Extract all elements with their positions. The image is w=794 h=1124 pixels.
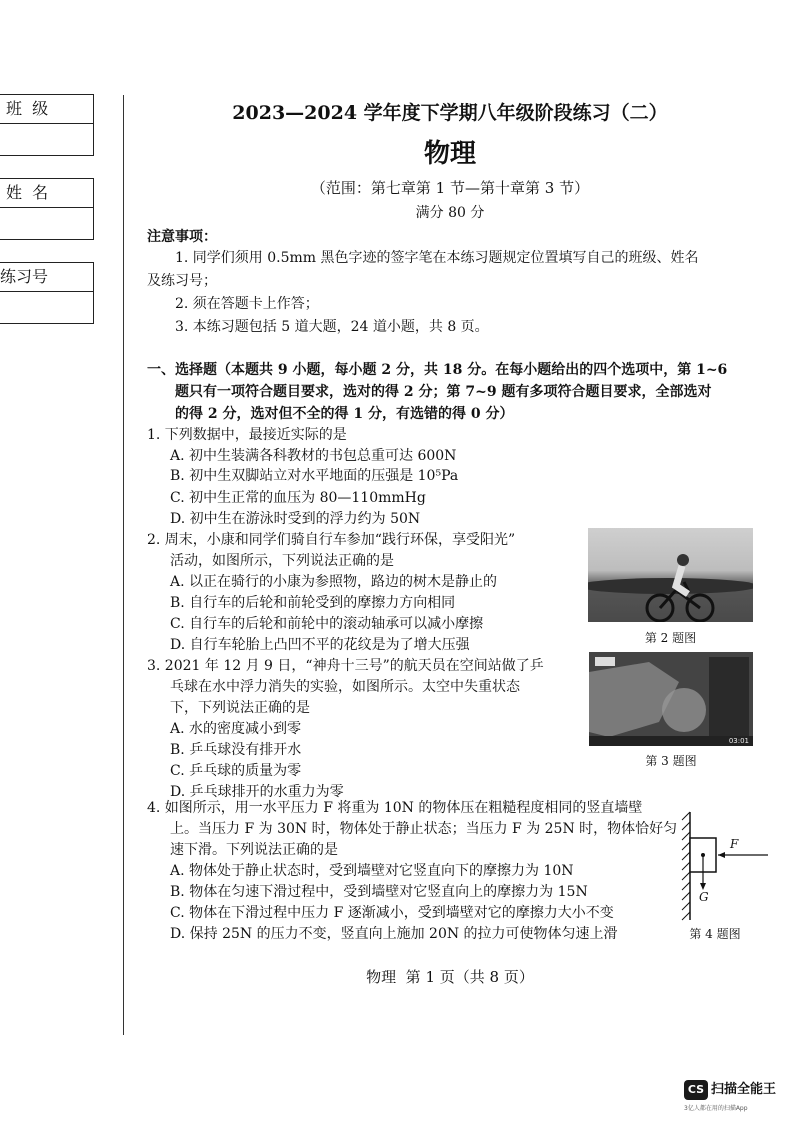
note-item-1: 1. 同学们须用 0.5mm 黑色字迹的签字笔在本练习题规定位置填写自己的班级、姓名 xyxy=(175,250,699,266)
number-box xyxy=(0,262,94,324)
wall-block-diagram xyxy=(680,810,770,922)
figure-caption: 第 4 题图 xyxy=(689,927,741,941)
option-a: A. 以正在骑行的小康为参照物，路边的树木是静止的 xyxy=(170,574,498,590)
name-box xyxy=(0,178,94,240)
question-stem-cont: 下，下列说法正确的是 xyxy=(170,700,310,716)
note-item-3: 3. 本练习题包括 5 道大题，24 道小题，共 8 页。 xyxy=(175,319,489,335)
scanner-brand: 扫描全能王 xyxy=(711,1082,777,1097)
question-stem: 4. 如图所示，用一水平压力 F 将重为 10N 的物体压在粗糙程度相同的竖直墙壁 xyxy=(147,800,643,816)
option-a: A. 水的密度减小到零 xyxy=(170,721,302,737)
class-label: 班 级 xyxy=(0,95,93,124)
notes-heading: 注意事项： xyxy=(147,229,217,245)
option-b: B. 乒乓球没有排开水 xyxy=(170,742,302,758)
option-a: A. 初中生装满各科教材的书包总重可达 600N xyxy=(170,448,457,464)
binding-line xyxy=(123,95,124,1035)
question-stem-cont: 活动，如图所示，下列说法正确的是 xyxy=(170,553,394,569)
scanner-tagline: 3亿人都在用的扫描App xyxy=(684,1105,748,1112)
option-c: C. 物体在下滑过程中压力 F 逐渐减小，受到墙壁对它的摩擦力大小不变 xyxy=(170,905,614,921)
option-b: B. 物体在匀速下滑过程中，受到墙壁对它竖直向上的摩擦力为 15N xyxy=(170,884,588,900)
exam-title: 2023—2024 学年度下学期八年级阶段练习（二） xyxy=(232,102,668,124)
question-stem: 3. 2021 年 12 月 9 日，“神舟十三号”的航天员在空间站做了乒 xyxy=(147,658,544,674)
name-label: 姓 名 xyxy=(0,179,93,208)
option-d: D. 保持 25N 的压力不变，竖直向上施加 20N 的拉力可使物体匀速上滑 xyxy=(170,926,618,942)
option-d: D. 乒乓球排开的水重力为零 xyxy=(170,784,344,800)
note-item-1-cont: 及练习号； xyxy=(147,273,217,289)
option-d: D. 初中生在游泳时受到的浮力约为 50N xyxy=(170,511,421,527)
question-stem-cont: 乓球在水中浮力消失的实验，如图所示。太空中失重状态 xyxy=(170,679,520,695)
note-item-2: 2. 须在答题卡上作答； xyxy=(175,296,319,312)
option-c: C. 乒乓球的质量为零 xyxy=(170,763,302,779)
figure-caption: 第 2 题图 xyxy=(644,631,697,645)
space-station-photo xyxy=(589,652,753,746)
force-label: F xyxy=(730,837,739,851)
subject-title: 物理 xyxy=(423,139,476,169)
option-a: A. 物体处于静止状态时，受到墙壁对它竖直向下的摩擦力为 10N xyxy=(170,863,574,879)
section-heading-2: 题只有一项符合题目要求，选对的得 2 分；第 7~9 题有多项符合题目要求，全部选对 xyxy=(175,384,712,400)
question-stem: 2. 周末，小康和同学们骑自行车参加“践行环保，享受阳光” xyxy=(147,532,516,548)
figure-caption: 第 3 题图 xyxy=(645,754,697,768)
section-heading-3: 的得 2 分，选对但不全的得 1 分，有选错的得 0 分） xyxy=(175,406,514,422)
number-label: 练习号 xyxy=(0,263,93,292)
page-footer: 物理 第 1 页（共 8 页） xyxy=(366,968,534,986)
option-b: B. 自行车的后轮和前轮受到的摩擦力方向相同 xyxy=(170,595,456,611)
scope-text: （范围：第七章第 1 节—第十章第 3 节） xyxy=(310,179,590,197)
scanner-logo: CS xyxy=(684,1080,708,1100)
question-stem: 1. 下列数据中，最接近实际的是 xyxy=(147,427,347,443)
class-box xyxy=(0,94,94,156)
option-c: C. 初中生正常的血压为 80—110mmHg xyxy=(170,490,426,506)
option-b: B. 初中生双脚站立对水平地面的压强是 10⁵Pa xyxy=(170,468,459,484)
option-d: D. 自行车轮胎上凸凹不平的花纹是为了增大压强 xyxy=(170,637,470,653)
gravity-label: G xyxy=(699,890,709,904)
full-score: 满分 80 分 xyxy=(415,205,485,221)
question-stem-cont: 速下滑。下列说法正确的是 xyxy=(170,842,338,858)
section-heading: 一、选择题（本题共 9 小题，每小题 2 分，共 18 分。在每小题给出的四个选项中，第 1~6 xyxy=(147,362,728,378)
cyclist-photo xyxy=(588,528,753,622)
option-c: C. 自行车的后轮和前轮中的滚动轴承可以减小摩擦 xyxy=(170,616,484,632)
question-stem-cont: 上。当压力 F 为 30N 时，物体处于静止状态；当压力 F 为 25N 时，物体恰好匀 xyxy=(170,821,678,837)
video-timestamp: 03:01 xyxy=(728,737,749,745)
